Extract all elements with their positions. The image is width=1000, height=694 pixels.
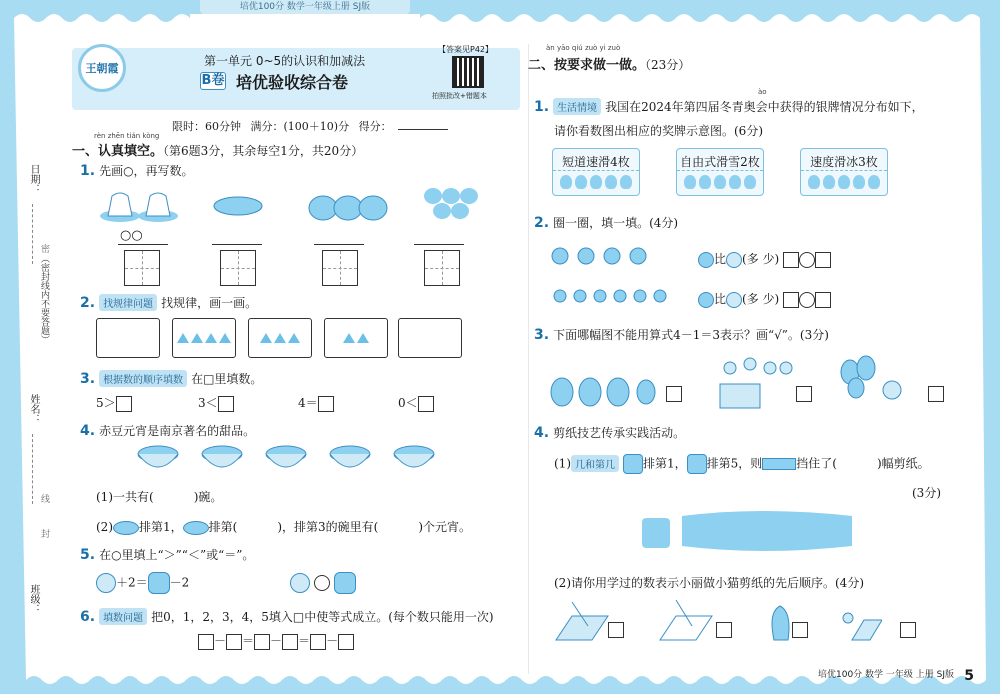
q4-sub1 — [96, 488, 222, 505]
q1-answer-box-1[interactable] — [124, 250, 160, 286]
scroll-banner-large — [682, 511, 852, 551]
q1-line-3 — [314, 244, 364, 245]
p2q1-number: 1. — [534, 99, 550, 115]
date-line — [32, 204, 33, 264]
question-1-2 — [80, 294, 257, 311]
medal-card-freestyle-ski — [676, 148, 764, 196]
q6-box-1[interactable] — [198, 634, 214, 650]
seal-mark-seal: 密 — [39, 244, 49, 253]
soup-bowl-icon — [138, 446, 434, 467]
medal-card-speed-skating — [800, 148, 888, 196]
q3-tag: 根据数的顺序填数 — [99, 370, 187, 387]
medal-row-1[interactable] — [553, 171, 639, 189]
balloons-icon — [841, 356, 901, 399]
q3-item-1 — [96, 394, 132, 412]
q6-box-2[interactable] — [226, 634, 242, 650]
p2q2-bi-2: 比 — [714, 292, 727, 306]
series-top-bar: 培优100分 数学一年级上册 SJ版 — [200, 0, 410, 14]
binding-margin — [22, 134, 66, 634]
name-label: 姓名： — [28, 394, 39, 424]
p2q4-papercut-row — [642, 510, 862, 556]
dumplings-icon — [309, 196, 387, 220]
page-number: 5 — [964, 668, 974, 684]
q4-sub2 — [96, 518, 471, 535]
dragon-papercut-icon-large — [642, 518, 670, 548]
q4-sub2-c: 排第( — [208, 520, 238, 534]
part2-title-text: 二、按要求做一做。 — [528, 58, 646, 73]
p2q1-line1: 我国在2024年第四届冬青奥会中获得的银牌情况分布如下， — [605, 100, 924, 114]
p2q3-check-box-2[interactable] — [796, 386, 812, 402]
paper-title: 培优验收综合卷 — [236, 73, 349, 92]
date-label: 日期： — [28, 164, 39, 194]
q2-tag: 找规律问题 — [99, 294, 157, 311]
name-line — [32, 434, 33, 504]
p2q4-sub1-b: 排第1， — [643, 456, 687, 471]
roast-duck-icon — [214, 197, 262, 215]
medal-card-short-track — [552, 148, 640, 196]
p2q2-row2-box-1[interactable] — [783, 292, 799, 308]
p2q1-tag: 生活情境 — [553, 98, 601, 115]
dragon-papercut-icon — [623, 454, 643, 474]
q2-text: 找规律，画一画。 — [161, 296, 258, 310]
q5-answer-circle[interactable] — [314, 575, 330, 591]
column-divider — [528, 44, 529, 674]
p2q4-order-box-1[interactable] — [608, 622, 624, 638]
q6-box-5[interactable] — [310, 634, 326, 650]
p2q2-row1-box-2[interactable] — [815, 252, 831, 268]
p2q4-text: 剪纸技艺传承实践活动。 — [553, 426, 686, 440]
p2q2-row1-circle[interactable] — [799, 252, 815, 268]
question-1-3 — [80, 370, 262, 387]
pattern-box-4 — [324, 318, 388, 358]
seal-mark-line: 线 — [39, 494, 49, 503]
q6-op-2: ＝ — [242, 634, 255, 648]
p2q3-check-box-3[interactable] — [928, 386, 944, 402]
q1-text: 先画○，再写数。 — [99, 164, 194, 178]
p2q4-sub1-c: 排第5，则 — [706, 456, 763, 471]
pinyin-ao: ào — [758, 88, 767, 96]
q6-box-6[interactable] — [338, 634, 354, 650]
bird-icon-2 — [290, 573, 310, 593]
q6-op-1: － — [214, 634, 227, 648]
q6-op-3: － — [270, 634, 283, 648]
question-1-1 — [80, 162, 194, 179]
qr-code[interactable] — [452, 56, 484, 88]
q3-text: 在□里填数。 — [191, 372, 263, 386]
time-limit: 限时：60分钟 — [172, 120, 241, 133]
p2q2-row1-box-1[interactable] — [783, 252, 799, 268]
p2q3-pictures — [550, 354, 920, 414]
medal-card-label-1: 短道速滑4枚 — [553, 149, 639, 171]
pattern-box-1[interactable] — [96, 318, 160, 358]
p2q4-sub1-e: )幅剪纸。 — [876, 456, 930, 471]
pudding-icon — [100, 193, 178, 222]
q4-sub2-e: )个元宵。 — [418, 520, 472, 534]
score-label: 得分： — [358, 120, 392, 133]
p2q2-row2-box-2[interactable] — [815, 292, 831, 308]
q4-sub1-b: )碗。 — [193, 490, 223, 504]
q3-item-3 — [298, 394, 334, 412]
full-score: 满分：(100＋10)分 — [250, 120, 350, 133]
question-1-4 — [80, 422, 255, 439]
part1-note: （第6题3分，其余每空1分，共20分） — [163, 144, 364, 158]
page-footer: 培优100分 数学 一年级 上册 SJ版 — [818, 670, 954, 680]
p2q4-sub1 — [554, 454, 930, 474]
q5-expr-b: －2 — [169, 575, 190, 590]
question-2-4 — [534, 424, 685, 441]
medal-card-label-2: 自由式滑雪2枚 — [677, 149, 763, 171]
q3-item-1-text: 5＞ — [96, 396, 116, 410]
q5-expr-a: ＋2＝ — [116, 575, 148, 590]
cat-icon — [148, 572, 170, 594]
q5-expression-1 — [96, 572, 189, 594]
rice-balls-icon — [424, 188, 478, 219]
butterfly-icon-2 — [726, 292, 742, 308]
q5-number: 5. — [80, 547, 96, 563]
cat-icon-2 — [334, 572, 356, 594]
q5-expression-2 — [290, 572, 356, 594]
paper-badge: B卷 — [201, 73, 225, 88]
bird-icon — [96, 573, 116, 593]
seal-mark-fence: 封 — [39, 529, 49, 538]
q1-answer-box-3[interactable] — [322, 250, 358, 286]
chicks-eggs-icon — [551, 378, 655, 406]
p2q2-number: 2. — [534, 215, 550, 231]
part2-note: （23分） — [645, 58, 691, 72]
p2q3-number: 3. — [534, 327, 550, 343]
brand-logo: 王朝霞 — [78, 44, 126, 92]
exam-page — [22, 14, 980, 684]
q3-item-2 — [198, 394, 234, 412]
flowers-group — [550, 240, 670, 310]
soup-bowl-icon-small — [113, 521, 139, 535]
soup-bowl-icon-small-2 — [183, 521, 209, 535]
unit-title: 第一单元 0~5的认识和加减法 — [204, 54, 366, 68]
q1-answer-box-4[interactable] — [424, 250, 460, 286]
medal-row-3[interactable] — [801, 171, 887, 189]
question-1-5 — [80, 546, 254, 563]
q6-number: 6. — [80, 609, 96, 625]
p2q4-order-box-4[interactable] — [900, 622, 916, 638]
p2q3-check-box-1[interactable] — [666, 386, 682, 402]
p2q2-less-2: 少) — [762, 292, 780, 306]
part1-title — [72, 140, 363, 159]
p2q2-less-1: 少) — [762, 252, 780, 266]
q2-number: 2. — [80, 295, 96, 311]
q3-answer-box-3[interactable] — [318, 396, 334, 412]
p2q4-order-box-3[interactable] — [792, 622, 808, 638]
q3-answer-box-1[interactable] — [116, 396, 132, 412]
p2q2-text: 圈一圈，填一填。(4分) — [553, 216, 679, 230]
q3-item-4 — [398, 394, 434, 412]
question-2-3 — [534, 326, 829, 343]
q1-answer-box-2[interactable] — [220, 250, 256, 286]
paper-header — [72, 45, 520, 110]
q3-answer-box-4[interactable] — [418, 396, 434, 412]
q4-number: 4. — [80, 423, 96, 439]
q3-number: 3. — [80, 371, 96, 387]
p2q2-row2-circle[interactable] — [799, 292, 815, 308]
flower-icon-ref-2 — [698, 292, 714, 308]
scroll-banner-icon — [762, 458, 796, 470]
pattern-box-3 — [248, 318, 312, 358]
question-1-6 — [80, 608, 494, 625]
butterfly-icon — [726, 252, 742, 268]
q1-example-circles: ○○ — [120, 228, 143, 243]
q4-sub2-d: )，排第3的碗里有( — [277, 520, 379, 534]
p2q1-line2: 请你看数图出相应的奖牌示意图。(6分) — [554, 124, 763, 138]
p2q4-cat-steps — [552, 596, 882, 646]
q5-text: 在○里填上“＞”“＜”或“＝”。 — [99, 548, 255, 562]
question-2-2 — [534, 214, 678, 231]
p2q2-row-2 — [698, 290, 831, 308]
medal-row-2[interactable] — [677, 171, 763, 189]
q1-line-4 — [414, 244, 464, 245]
q4-sub2-a: (2) — [96, 520, 113, 534]
question-2-1 — [534, 98, 924, 115]
q3-item-2-text: 3＜ — [198, 396, 218, 410]
flower-icon-ref — [698, 252, 714, 268]
pattern-box-5[interactable] — [398, 318, 462, 358]
medal-card-label-3: 速度滑冰3枚 — [801, 149, 887, 171]
part1-pinyin: rèn zhēn tián kòng — [94, 132, 160, 140]
p2q4-sub2: (2)请你用学过的数表示小丽做小猫剪纸的先后顺序。(4分) — [554, 576, 864, 590]
q1-number: 1. — [80, 163, 96, 179]
qr-caption: 拍照批改+错题本 — [432, 92, 487, 100]
q6-op-5: － — [326, 634, 339, 648]
phoenix-papercut-icon — [687, 454, 707, 474]
seal-note: （密封线内不要答题） — [39, 254, 49, 344]
q6-box-4[interactable] — [282, 634, 298, 650]
q4-sub1-a: (1)一共有( — [96, 490, 154, 504]
q3-item-3-text: 4＝ — [298, 396, 318, 410]
q4-soup-bowls — [136, 440, 446, 480]
q1-line-2 — [212, 244, 262, 245]
q6-equation — [198, 632, 354, 650]
pattern-box-2 — [172, 318, 236, 358]
q1-pictures — [98, 182, 478, 224]
q4-sub2-b: 排第1， — [139, 520, 183, 534]
answer-reference: 【答案见P42】 — [438, 45, 494, 54]
class-label: 班级： — [28, 584, 39, 614]
part2-title — [528, 54, 690, 73]
q6-op-4: ＝ — [298, 634, 311, 648]
p2q4-order-box-2[interactable] — [716, 622, 732, 638]
exam-meta — [172, 118, 454, 134]
p2q4-number: 4. — [534, 425, 550, 441]
part1-title-text: 一、认真填空。 — [72, 144, 164, 159]
p2q2-more-1: (多 — [742, 252, 759, 266]
part2-pinyin: àn yāo qiú zuò yi zuò — [546, 44, 621, 52]
p2q3-text: 下面哪幅图不能用算式4－1＝3表示？画“√”。(3分) — [553, 328, 829, 342]
q3-answer-box-2[interactable] — [218, 396, 234, 412]
score-blank[interactable] — [398, 129, 448, 130]
flower-icon — [552, 248, 666, 302]
q6-text: 把0，1，2，3，4，5填入□中使等式成立。(每个数只能用一次) — [151, 610, 494, 624]
p2q2-row-1 — [698, 250, 831, 268]
q6-tag: 填数问题 — [99, 608, 147, 625]
p2q2-bi-1: 比 — [714, 252, 727, 266]
p2q4-sub1-d: 挡住了( — [796, 456, 837, 471]
p2q4-sub1-score: (3分) — [912, 486, 941, 500]
q3-item-4-text: 0＜ — [398, 396, 418, 410]
q6-box-3[interactable] — [254, 634, 270, 650]
p2q2-more-2: (多 — [742, 292, 759, 306]
p2q4-sub1-tag: 几和第几 — [571, 455, 619, 472]
q4-text: 赤豆元宵是南京著名的甜品。 — [99, 424, 256, 438]
p2q4-sub1-a: (1) — [554, 456, 571, 471]
children-desk-icon — [720, 358, 792, 408]
q1-line-1 — [118, 244, 168, 245]
